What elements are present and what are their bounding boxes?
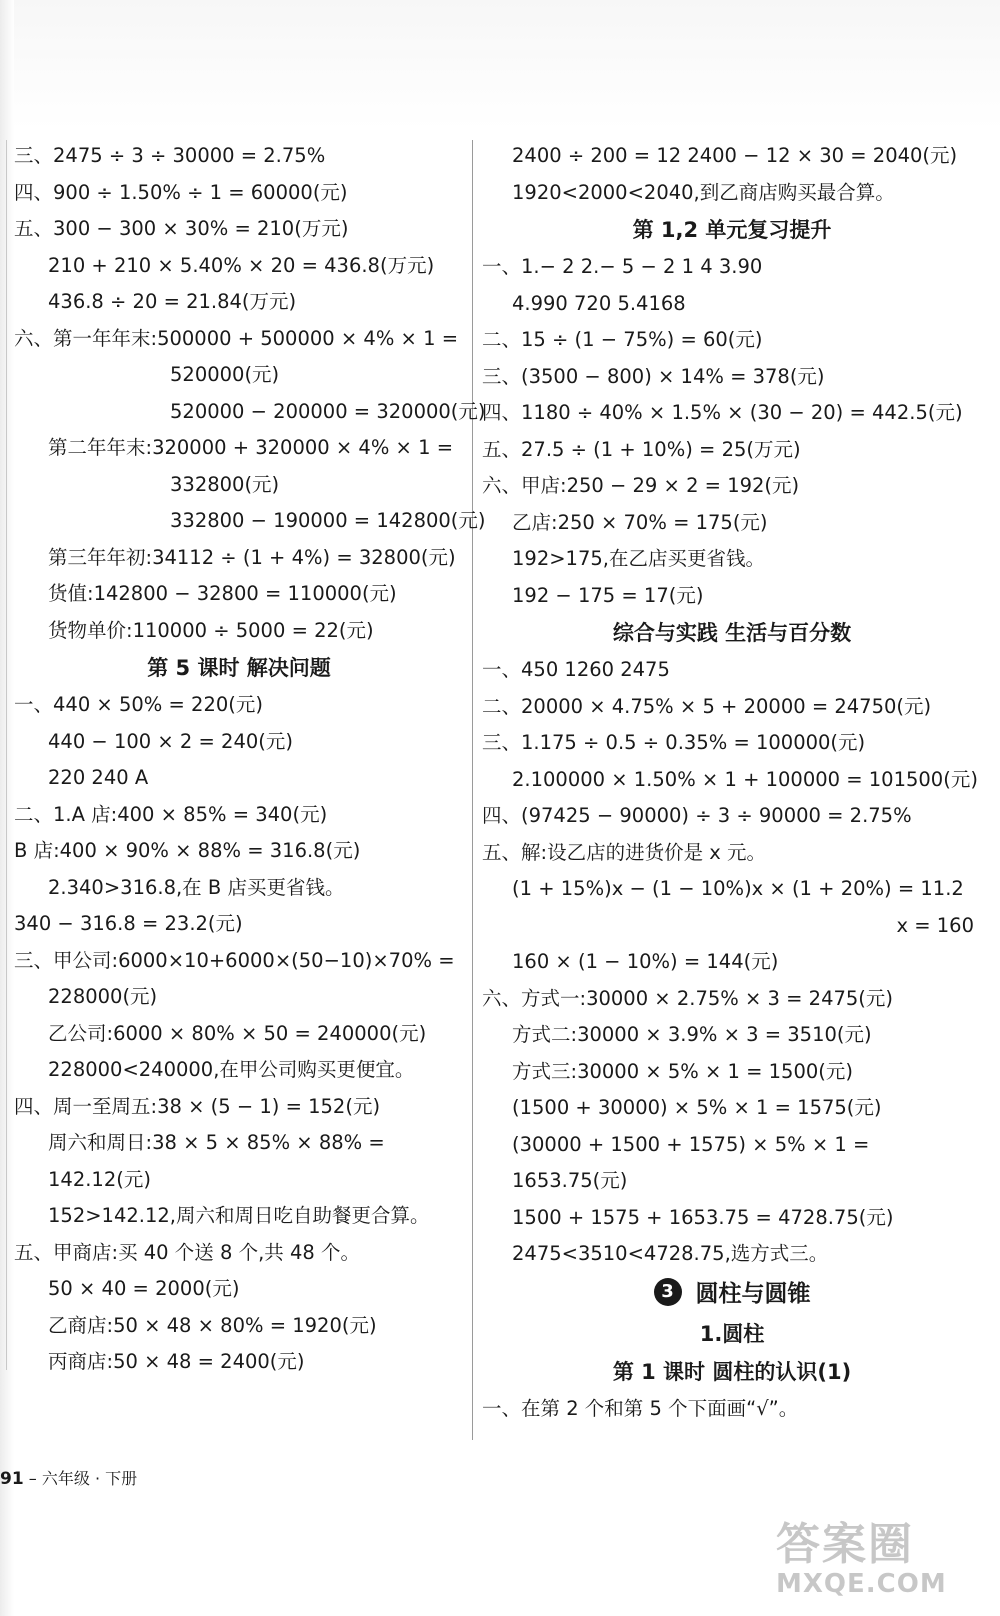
answer-line: 440 − 100 × 2 = 240(元) [48, 729, 293, 753]
answer-line: 192 − 175 = 17(元) [512, 583, 704, 607]
watermark-logo-text: 答案圈 [776, 1519, 914, 1570]
answer-line: 二、20000 × 4.75% × 5 + 20000 = 24750(元) [482, 694, 932, 718]
answer-line: 228000<240000,在甲公司购买更便宜。 [48, 1058, 415, 1081]
answer-line: 一、450 1260 2475 [482, 658, 670, 681]
answer-line: 货值:142800 − 32800 = 110000(元) [48, 582, 397, 605]
section-heading: 第 1 课时 圆柱的认识(1) [612, 1359, 852, 1384]
page-footer [0, 1466, 137, 1489]
answer-line: 六、方式一:30000 × 2.75% × 3 = 2475(元) [482, 986, 894, 1010]
page-top-shade [0, 0, 1000, 130]
answer-line: (1500 + 30000) × 5% × 1 = 1575(元) [512, 1096, 882, 1119]
answer-line: 2400 ÷ 200 = 12 2400 − 12 × 30 = 2040(元) [512, 144, 958, 167]
answer-line: 332800 − 190000 = 142800(元) [170, 509, 486, 532]
right-column-answers [482, 138, 982, 1273]
footer-label: – 六年级 · 下册 [28, 1469, 138, 1488]
answer-line: 152>142.12,周六和周日吃自助餐更合算。 [48, 1204, 430, 1227]
answer-line: 192>175,在乙店买更省钱。 [512, 547, 765, 570]
right-column-after-chapter [482, 1315, 982, 1428]
answer-line: 332800(元) [170, 472, 280, 496]
answer-line: 1920<2000<2040,到乙商店购买最合算。 [512, 180, 895, 204]
answer-line: 228000(元) [48, 985, 158, 1008]
answer-line: 六、第一年年末:500000 + 500000 × 4% × 1 = [14, 326, 459, 350]
answer-line: 210 + 210 × 5.40% × 20 = 436.8(万元) [48, 253, 435, 277]
chapter-title: 圆柱与圆锥 [695, 1280, 811, 1307]
answer-line: 三、(3500 − 800) × 14% = 378(元) [482, 364, 825, 388]
answer-line: 四、1180 ÷ 40% × 1.5% × (30 − 20) = 442.5(元) [482, 401, 963, 424]
answer-line: 三、甲公司:6000×10+6000×(50−10)×70% = [14, 948, 455, 972]
right-column [482, 138, 982, 1427]
answer-line: 520000(元) [170, 363, 280, 386]
answer-line: 一、1.− 2 2.− 5 − 2 1 4 3.90 [482, 255, 763, 278]
answer-line: 四、900 ÷ 1.50% ÷ 1 = 60000(元) [14, 180, 348, 204]
answer-line: 142.12(元) [48, 1167, 151, 1191]
answer-line: 五、27.5 ÷ (1 + 10%) = 25(万元) [482, 437, 801, 461]
answer-line: 乙公司:6000 × 80% × 50 = 240000(元) [48, 1021, 427, 1045]
answer-line: 四、周一至周五:38 × (5 − 1) = 152(元) [14, 1094, 381, 1118]
answer-line: 五、300 − 300 × 30% = 210(万元) [14, 217, 349, 240]
chapter-heading [482, 1273, 982, 1315]
answer-line: 220 240 A [48, 766, 149, 789]
chapter-number-badge: 3 [654, 1278, 682, 1306]
answer-line: 二、1.A 店:400 × 85% = 340(元) [14, 802, 328, 826]
answer-line: 340 − 316.8 = 23.2(元) [14, 912, 243, 935]
answer-line: 五、解:设乙店的进货价是 x 元。 [482, 840, 767, 864]
answer-line: 四、(97425 − 90000) ÷ 3 ÷ 90000 = 2.75% [482, 804, 912, 827]
answer-line: B 店:400 × 90% × 88% = 316.8(元) [14, 839, 361, 862]
section-heading: 1.圆柱 [699, 1321, 765, 1346]
watermark [776, 1520, 976, 1600]
answer-line: 方式三:30000 × 5% × 1 = 1500(元) [512, 1059, 853, 1083]
section-heading: 综合与实践 生活与百分数 [612, 621, 852, 645]
answer-line: 4.990 720 5.4168 [512, 291, 686, 315]
answer-line: 三、2475 ÷ 3 ÷ 30000 = 2.75% [14, 144, 326, 167]
answer-line: 第三年年初:34112 ÷ (1 + 4%) = 32800(元) [48, 545, 456, 569]
answer-line: 1500 + 1575 + 1653.75 = 4728.75(元) [512, 1205, 894, 1229]
answer-line: (1 + 15%)x − (1 − 10%)x × (1 + 20%) = 11.2 [512, 877, 964, 900]
answer-line: 一、440 × 50% = 220(元) [14, 693, 263, 716]
answer-line: 乙店:250 × 70% = 175(元) [512, 510, 768, 534]
answer-line: 160 × (1 − 10%) = 144(元) [512, 950, 779, 973]
page-left-shade [0, 0, 14, 1616]
answer-line: 2.100000 × 1.50% × 1 + 100000 = 101500(元) [512, 767, 978, 791]
left-column [14, 138, 486, 1381]
column-divider [472, 140, 473, 1440]
answer-line: 丙商店:50 × 48 = 2400(元) [48, 1350, 305, 1373]
answer-line: 436.8 ÷ 20 = 21.84(万元) [48, 290, 297, 313]
answer-line: 50 × 40 = 2000(元) [48, 1277, 240, 1300]
answer-line: 三、1.175 ÷ 0.5 ÷ 0.35% = 100000(元) [482, 731, 866, 754]
answer-line: 1653.75(元) [512, 1169, 628, 1192]
answer-line: 520000 − 200000 = 320000(元) [170, 399, 486, 423]
page-number: 91 [0, 1469, 24, 1489]
answer-line: 六、甲店:250 − 29 × 2 = 192(元) [482, 474, 800, 497]
answer-line: 乙商店:50 × 48 × 80% = 1920(元) [48, 1313, 377, 1337]
answer-line: 2.340>316.8,在 B 店买更省钱。 [48, 875, 345, 899]
answer-line: (30000 + 1500 + 1575) × 5% × 1 = [512, 1132, 870, 1156]
answer-line: 五、甲商店:买 40 个送 8 个,共 48 个。 [14, 1240, 360, 1264]
left-margin-rule [6, 140, 7, 1370]
answer-line: 二、15 ÷ (1 − 75%) = 60(元) [482, 328, 763, 351]
answer-line: x = 160 [896, 913, 974, 937]
answer-line: 第二年年末:320000 + 320000 × 4% × 1 = [48, 436, 454, 459]
answer-line: 周六和周日:38 × 5 × 85% × 88% = [48, 1131, 385, 1154]
watermark-url: MXQE.COM [776, 1569, 947, 1599]
answer-line: 2475<3510<4728.75,选方式三。 [512, 1242, 829, 1265]
answer-line: 货物单价:110000 ÷ 5000 = 22(元) [48, 618, 374, 642]
answer-line: 一、在第 2 个和第 5 个下面画“√”。 [482, 1396, 799, 1420]
answer-line: 方式二:30000 × 3.9% × 3 = 3510(元) [512, 1023, 872, 1046]
section-heading: 第 5 课时 解决问题 [147, 656, 331, 680]
section-heading: 第 1,2 单元复习提升 [632, 218, 832, 242]
